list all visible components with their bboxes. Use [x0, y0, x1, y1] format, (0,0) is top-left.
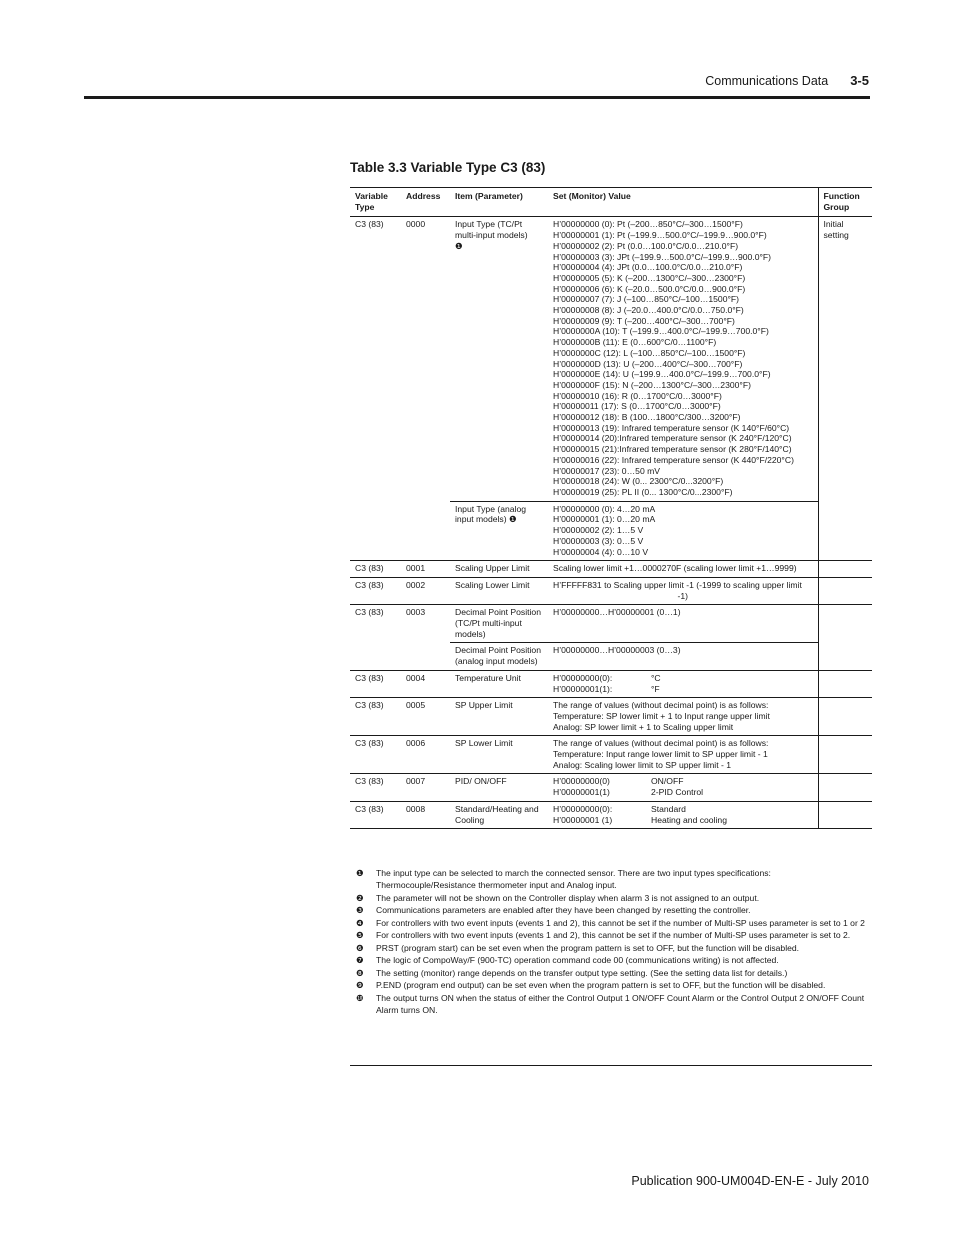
- value-line: H’00000017 (23): 0…50 mV: [553, 465, 661, 476]
- value-line: H’00000018 (24): W (0... 2300°C/0...3200°F): [553, 476, 724, 487]
- value-line: H’0000000F (15): N (–200…1300°C/–300…2300°F): [553, 379, 751, 390]
- footnote-rule: [350, 1065, 872, 1066]
- value-line: H’00000006 (6): K (–20.0…500.0°C/0.0…900.0°F): [553, 283, 746, 294]
- value-line: H’00000008 (8): J (–20.0…400.0°C/0.0…750.0°F): [553, 305, 744, 316]
- item-label: Input Type (analog input models): [455, 503, 527, 525]
- value-pair: [553, 673, 813, 684]
- cell-function-group: [818, 736, 872, 774]
- value-code: H’00000001 (1): [553, 814, 613, 825]
- value-line: H’0000000B (11): E (0…600°C/0…1100°F): [553, 337, 717, 348]
- cell-item: [450, 217, 548, 501]
- footnote-text: The logic of CompoWay/F (900-TC) operation command code 00 (communications writing) is not affected.: [376, 955, 779, 965]
- value-line: H’00000016 (22): Infrared temperature sensor (K 440°F/220°C): [553, 454, 794, 465]
- value-line: H’00000014 (20):Infrared temperature sensor (K 240°F/120°C): [553, 433, 792, 444]
- cell-item: Scaling Upper Limit: [455, 563, 530, 574]
- cell-address: 0002: [406, 579, 426, 590]
- cell-item: [450, 501, 548, 561]
- value-line: H’00000005 (5): K (–200…1300°C/–300…2300°F): [553, 272, 746, 283]
- cell-item: SP Upper Limit: [455, 700, 513, 711]
- cell-variable-type: C3 (83): [355, 672, 384, 683]
- value-line: H’00000009 (9): T (–200…400°C/–300…700°F): [553, 315, 735, 326]
- value-line: H’00000003 (3): JPt (–199.9…500.0°C/–199.9…900.0°F): [553, 251, 772, 262]
- cell-function-group: [818, 670, 872, 697]
- value-line: H’00000013 (19): Infrared temperature sensor (K 140°F/60°C): [553, 422, 790, 433]
- cell-value: H’00000000…H’00000003 (0…3): [553, 645, 681, 656]
- footnote: [356, 979, 870, 991]
- table-row: [350, 217, 872, 501]
- item-label: Input Type (TC/Pt multi-input models): [455, 219, 528, 241]
- value-line: H’00000000 (0): Pt (–200…850°C/–300…1500°F): [553, 219, 743, 230]
- cell-function-group: [818, 561, 872, 578]
- footnote: [356, 904, 870, 916]
- cell-address: 0001: [406, 563, 426, 574]
- value-line: -1): [677, 590, 688, 601]
- footnotes: [356, 867, 870, 1016]
- cell-address: 0005: [406, 700, 426, 711]
- footnote-marker: ❶: [356, 868, 364, 878]
- value-pair: [553, 684, 813, 695]
- footnote-marker: ❽: [356, 967, 364, 978]
- value-line: Analog: SP lower limit + 1 to Scaling upper limit: [553, 721, 734, 732]
- note-marker: ❶: [455, 240, 463, 251]
- value-meaning: Standard: [651, 803, 686, 814]
- cell-item: Decimal Point Position (analog input models): [455, 645, 541, 667]
- cell-function-group: Initial setting: [818, 217, 872, 561]
- cell-value: [548, 217, 818, 501]
- footnote-marker: ❹: [356, 917, 364, 928]
- value-line: Analog: Scaling lower limit to SP upper limit - 1: [553, 759, 732, 770]
- value-line: H’00000011 (17): S (0…1700°C/0…3000°F): [553, 401, 721, 412]
- table-row: [350, 774, 872, 801]
- cell-variable-type: C3 (83): [355, 563, 384, 574]
- footnote: [356, 892, 870, 904]
- table-row: [350, 561, 872, 578]
- footnote: [356, 942, 870, 954]
- footnote-text: The setting (monitor) range depends on the transfer output type setting. (See the setting data list for details.): [376, 967, 788, 978]
- cell-address: 0007: [406, 776, 426, 787]
- col-header-variable-type: Variable Type: [355, 191, 388, 212]
- footnote-text: Communications parameters are enabled after they have been changed by resetting the controller.: [376, 905, 751, 915]
- cell-value: [548, 774, 818, 801]
- value-pair: [553, 776, 813, 787]
- value-pair: [553, 787, 813, 798]
- cell-item: Temperature Unit: [455, 672, 521, 683]
- footnote-marker: ❸: [356, 905, 364, 915]
- value-line: H’00000002 (2): Pt (0.0…100.0°C/0.0…210.0°F): [553, 240, 739, 251]
- value-line: H’00000004 (4): 0…10 V: [553, 546, 649, 557]
- cell-function-group: [818, 774, 872, 801]
- footnote: [356, 992, 870, 1016]
- value-code: H’00000000(0): [553, 776, 610, 787]
- cell-item: SP Lower Limit: [455, 738, 513, 749]
- cell-function-group: [818, 605, 872, 671]
- section-title: Communications Data: [705, 74, 829, 88]
- footnote-text: The input type can be selected to march the connected sensor. There are two input types specifications: Thermocouple/Resistance thermometer input and Analog input.: [376, 868, 771, 890]
- value-code: H’00000000(0):: [553, 803, 613, 814]
- footnote-marker: ❷: [356, 892, 364, 903]
- cell-function-group: [818, 801, 872, 828]
- footnote-text: For controllers with two event inputs (events 1 and 2), this cannot be set if the number of Multi-SP uses parameter is set to 1 or 2: [376, 917, 865, 928]
- cell-value: H’00000000…H’00000001 (0…1): [548, 605, 818, 643]
- value-line: H’00000001 (1): 0…20 mA: [553, 514, 656, 525]
- page-number: 3-5: [850, 73, 869, 88]
- value-line: The range of values (without decimal point) is as follows:: [553, 700, 769, 711]
- footnote: [356, 929, 870, 941]
- footnote: [356, 954, 870, 966]
- cell-value: [548, 801, 818, 828]
- value-line: H’00000007 (7): J (–100…850°C/–100…1500°F): [553, 294, 740, 305]
- value-line: H’00000003 (3): 0…5 V: [553, 535, 644, 546]
- table-row: [350, 801, 872, 828]
- value-line: The range of values (without decimal point) is as follows:: [553, 738, 769, 749]
- value-meaning: ON/OFF: [651, 776, 684, 787]
- cell-value: [548, 501, 818, 561]
- cell-variable-type: C3 (83): [350, 217, 401, 561]
- footnote-text: The output turns ON when the status of either the Control Output 1 ON/OFF Count Alarm or the Control Output 2 ON/OFF Count Alarm turns ON.: [376, 992, 865, 1015]
- table-row: [350, 736, 872, 774]
- cell-function-group: [818, 698, 872, 736]
- value-line: H’0000000E (14): U (–199.9…400.0°C/–199.9…700.0°F): [553, 369, 771, 380]
- header-rule: [84, 96, 870, 99]
- footnote-marker: ❾: [356, 980, 364, 990]
- table-row: [350, 670, 872, 697]
- note-marker: ❶: [508, 514, 517, 525]
- value-line: H’00000000 (0): 4…20 mA: [553, 503, 656, 514]
- cell-variable-type: C3 (83): [350, 605, 401, 671]
- variable-type-table: [350, 187, 872, 829]
- value-pair: [553, 815, 813, 826]
- value-code: H’00000001(1): [553, 787, 610, 798]
- cell-value: [548, 698, 818, 736]
- cell-value: [548, 736, 818, 774]
- value-line: H’0000000D (13): U (–200…400°C/–300…700°F): [553, 358, 743, 369]
- value-line: H’00000002 (2): 1…5 V: [553, 525, 644, 536]
- footnote-text: For controllers with two event inputs (events 1 and 2), this cannot be set if the number of Multi-SP uses parameter is set to 2.: [376, 930, 851, 940]
- value-meaning: Heating and cooling: [651, 814, 727, 825]
- col-header-value: Set (Monitor) Value: [553, 191, 631, 201]
- footnote-text: The parameter will not be shown on the Controller display when alarm 3 is not assigned to an output.: [376, 892, 760, 903]
- value-line: H’00000004 (4): JPt (0.0…100.0°C/0.0…210.0°F): [553, 262, 743, 273]
- value-line: H’0000000A (10): T (–199.9…400.0°C/–199.9…700.0°F): [553, 326, 769, 337]
- cell-variable-type: C3 (83): [355, 803, 384, 814]
- value-line: Temperature: SP lower limit + 1 to Input range upper limit: [553, 710, 770, 721]
- value-line: H’0000000C (12): L (–100…850°C/–100…1500°F): [553, 347, 746, 358]
- value-meaning: 2-PID Control: [651, 787, 704, 798]
- value-line: H’00000019 (25): PL II (0... 1300°C/0...2300°F): [553, 486, 733, 497]
- value-code: H’00000000(0):: [553, 672, 613, 683]
- footnote: [356, 967, 870, 979]
- cell-value: [548, 577, 818, 604]
- footnote-marker: ❿: [356, 992, 364, 1003]
- cell-variable-type: C3 (83): [355, 776, 384, 787]
- footnote-marker: ❻: [356, 942, 364, 953]
- cell-item: Decimal Point Position (TC/Pt multi-input models): [450, 605, 548, 643]
- col-header-address: Address: [406, 191, 441, 201]
- cell-value: Scaling lower limit +1…0000270F (scaling lower limit +1…9999): [553, 563, 797, 574]
- value-meaning: °F: [651, 683, 660, 694]
- cell-item: Scaling Lower Limit: [455, 579, 530, 590]
- cell-item: Standard/Heating and Cooling: [455, 803, 539, 825]
- table-row: [350, 698, 872, 736]
- col-header-item: Item (Parameter): [455, 191, 523, 201]
- value-code: H’00000001(1):: [553, 683, 613, 694]
- table-row: [350, 605, 872, 643]
- cell-variable-type: C3 (83): [355, 579, 384, 590]
- footnote-marker: ❼: [356, 955, 364, 965]
- cell-item: PID/ ON/OFF: [455, 776, 507, 787]
- cell-function-group: [818, 577, 872, 604]
- cell-variable-type: C3 (83): [355, 700, 384, 711]
- running-header: [705, 73, 869, 88]
- col-header-function-group: Function Group: [818, 188, 872, 217]
- value-line: Temperature: Input range lower limit to SP upper limit - 1: [553, 749, 768, 760]
- cell-address: 0008: [406, 803, 426, 814]
- value-line: H’00000001 (1): Pt (–199.9…500.0°C/–199.9…900.0°F): [553, 230, 767, 241]
- value-meaning: °C: [651, 672, 661, 683]
- table-header-row: [350, 188, 872, 217]
- footnote: [356, 867, 870, 891]
- table-title: Table 3.3 Variable Type C3 (83): [350, 160, 546, 175]
- cell-address: 0000: [401, 217, 450, 561]
- value-line: H’00000010 (16): R (0…1700°C/0…3000°F): [553, 390, 722, 401]
- cell-address: 0003: [401, 605, 450, 671]
- cell-address: 0006: [406, 738, 426, 749]
- publication-footer: Publication 900-UM004D-EN-E - July 2010: [631, 1174, 869, 1188]
- table-row: [350, 577, 872, 604]
- footnote: [356, 917, 870, 929]
- footnote-text: PRST (program start) can be set even when the program pattern is set to OFF, but the function will be disabled.: [376, 942, 800, 953]
- footnote-text: P.END (program end output) can be set even when the program pattern is set to OFF, but the function will be disabled.: [376, 980, 826, 990]
- cell-variable-type: C3 (83): [355, 738, 384, 749]
- footnote-marker: ❺: [356, 930, 364, 940]
- value-line: H’FFFFF831 to Scaling upper limit -1 (-1999 to scaling upper limit: [553, 579, 802, 590]
- value-pair: [553, 804, 813, 815]
- value-line: H’00000015 (21):Infrared temperature sensor (K 280°F/140°C): [553, 444, 792, 455]
- cell-address: 0004: [406, 672, 426, 683]
- cell-value: [548, 670, 818, 697]
- value-line: H’00000012 (18): B (100…1800°C/300…3200°F): [553, 412, 741, 423]
